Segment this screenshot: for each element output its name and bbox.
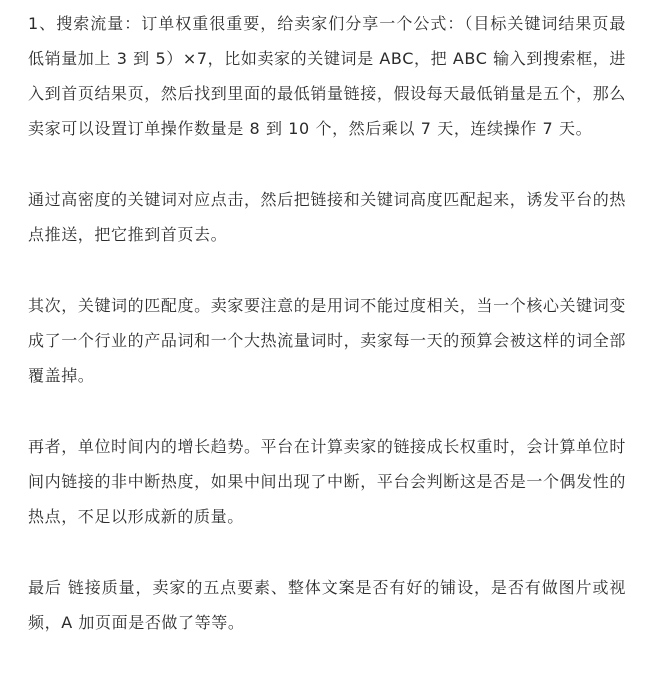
paragraph-growth-trend: 再者，单位时间内的增长趋势。平台在计算卖家的链接成长权重时，会计算单位时间内链接的非中断热度，如果中间出现了中断，平台会判断这是否是一个偶发性的热点，不足以形成新的质量。	[28, 437, 626, 526]
paragraph-keyword-match: 其次，关键词的匹配度。卖家要注意的是用词不能过度相关，当一个核心关键词变成了一个行业的产品词和一个大热流量词时，卖家每一天的预算会被这样的词全部覆盖掉。	[28, 296, 626, 385]
paragraph-keyword-clicks: 通过高密度的关键词对应点击，然后把链接和关键词高度匹配起来，诱发平台的热点推送，把它推到首页去。	[28, 190, 626, 244]
paragraph-listing-quality: 最后 链接质量，卖家的五点要素、整体文案是否有好的铺设，是否有做图片或视频，A 加页面是否做了等等。	[28, 578, 626, 632]
paragraph-search-traffic: 1、搜索流量：订单权重很重要，给卖家们分享一个公式：（目标关键词结果页最低销量加上 3 到 5）×7，比如卖家的关键词是 ABC，把 ABC 输入到搜索框，进入到首页结果页，然后找到里面的最低销量链接，假设每天最低销量是五个，那么卖家可以设置订单操作数量是 8 到 10 个，然后乘以 7 天，连续操作 7 天。	[28, 14, 626, 138]
